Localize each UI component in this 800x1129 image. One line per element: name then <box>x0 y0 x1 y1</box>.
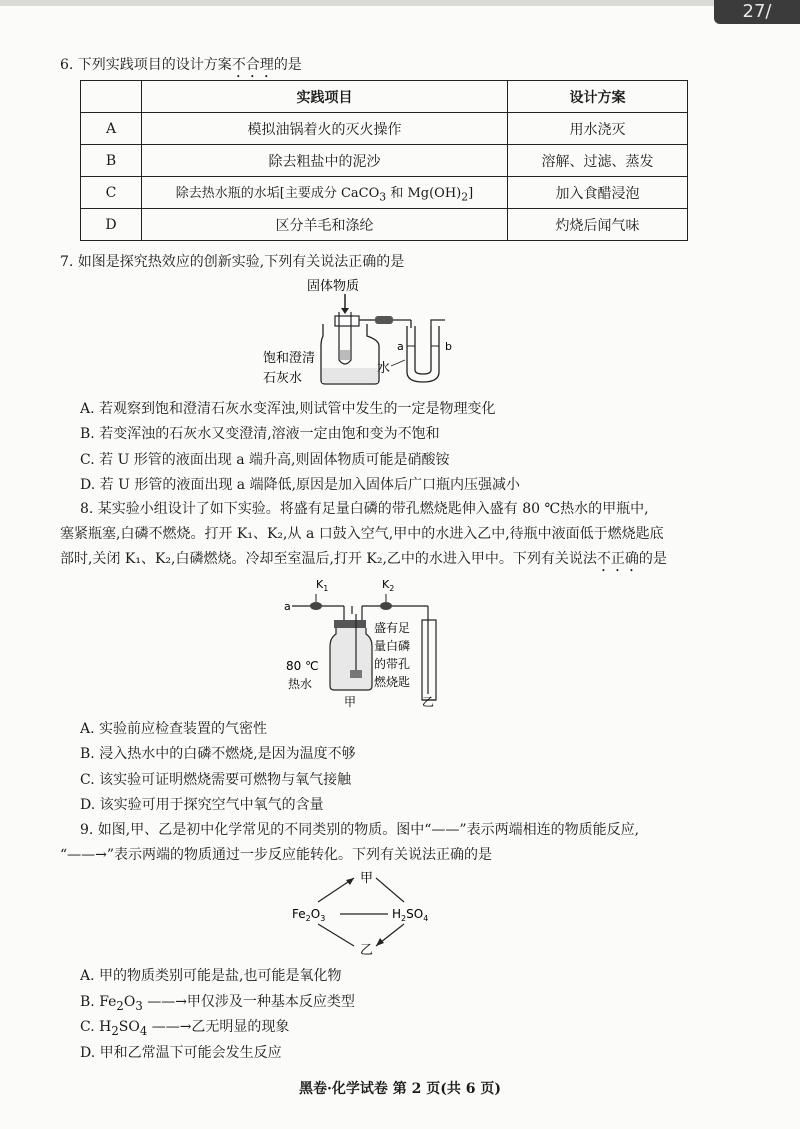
q9-option-b: B. $Fe_2O_3$ ——→甲仅涉及一种基本反应类型 <box>80 994 355 1013</box>
table-header-row <box>81 81 688 113</box>
table-row <box>81 145 688 177</box>
q7-stem: 7. 如图是探究热效应的创新实验,下列有关说法正确的是 <box>60 254 405 270</box>
table-row <box>81 209 688 241</box>
q7-option-c: C. 若 U 形管的液面出现 a 端升高,则固体物质可能是硝酸铵 <box>80 452 450 468</box>
q8-line-3: 部时,关闭 K₁、K₂,白磷燃烧。冷却至室温后,打开 K₂,乙中的水进入甲中。下列有关说法不正确的是 <box>60 551 667 567</box>
row-plan: 溶解、过滤、蒸发 <box>508 145 688 177</box>
page-top-edge <box>0 0 720 6</box>
q8-apparatus-figure <box>278 574 458 708</box>
row-label: B <box>81 145 142 177</box>
table-header-cell: 设计方案 <box>508 81 688 113</box>
spoon-label-2: 量白磷 <box>374 639 411 653</box>
q7-option-b: B. 若变浑浊的石灰水又变澄清,溶液一定由饱和变为不饱和 <box>80 426 440 442</box>
row-project: 除去粗盐中的泥沙 <box>142 145 508 177</box>
spoon-label-3: 的带孔 <box>374 657 411 671</box>
table-row <box>81 177 688 209</box>
u-label-a: a <box>397 340 404 353</box>
row-label: C <box>81 177 142 209</box>
row-plan: 灼烧后闻气味 <box>508 209 688 241</box>
table-header-cell <box>81 81 142 113</box>
cylinder-yi-label: 乙 <box>422 695 435 708</box>
q8-line-2: 塞紧瓶塞,白磷不燃烧。打开 K₁、K₂,从 a 口鼓入空气,甲中的水进入乙中,待瓶中液面低于燃烧匙底 <box>60 526 664 542</box>
q8-option-c: C. 该实验可证明燃烧需要可燃物与氧气接触 <box>80 772 352 788</box>
row-label: D <box>81 209 142 241</box>
q9-option-d: D. 甲和乙常温下可能会发生反应 <box>80 1045 282 1061</box>
row-plan: 加入食醋浸泡 <box>508 177 688 209</box>
q9-line-1: 9. 如图,甲、乙是初中化学常见的不同类别的物质。图中“——”表示两端相连的物质能反应, <box>80 822 640 838</box>
lime-water-label-1: 饱和澄清 <box>263 351 316 366</box>
u-label-b: b <box>445 340 452 353</box>
table-row <box>81 113 688 145</box>
reaction-line-fe-yi <box>318 924 354 946</box>
q8-option-a: A. 实验前应检查装置的气密性 <box>80 721 268 737</box>
reaction-line-jia-h2so4 <box>376 878 404 902</box>
q8-option-d: D. 该实验可用于探究空气中氧气的含量 <box>80 797 324 813</box>
q8-emphasis: 不正确 <box>596 551 639 567</box>
q6-emphasis: 不合理 <box>231 57 274 73</box>
table-header-cell: 实践项目 <box>142 81 508 113</box>
page-footer: 黑卷·化学试卷 第 2 页(共 6 页) <box>299 1081 501 1097</box>
q8-stem <box>60 497 692 575</box>
q7-option-d: D. 若 U 形管的液面出现 a 端降低,原因是加入固体后广口瓶内压强减小 <box>80 477 521 493</box>
q6-stem: 6. 下列实践项目的设计方案不合理的是 <box>60 57 302 73</box>
q9-option-a: A. 甲的物质类别可能是盐,也可能是氧化物 <box>80 968 342 984</box>
q9-stem <box>60 818 692 868</box>
node-jia: 甲 <box>360 871 374 886</box>
k1-label: $K_1$ <box>316 578 329 593</box>
page-counter: 27/ <box>714 0 800 24</box>
row-project: 区分羊毛和涤纶 <box>142 209 508 241</box>
q7-option-a: A. 若观察到饱和澄清石灰水变浑浊,则试管中发生的一定是物理变化 <box>80 401 496 417</box>
inlet-a-label: a <box>284 600 291 613</box>
node-yi: 乙 <box>360 943 374 958</box>
q9-relation-diagram <box>288 868 448 958</box>
row-plan: 用水浇灭 <box>508 113 688 145</box>
q8-line-1: 8. 某实验小组设计了如下实验。将盛有足量白磷的带孔燃烧匙伸入盛有 80 ℃热水的甲瓶中, <box>80 501 649 517</box>
water-label: 水 <box>377 361 391 376</box>
node-h2so4: $H_2SO_4$ <box>392 907 429 923</box>
row-project: 模拟油锅着火的灭火操作 <box>142 113 508 145</box>
spoon-label-4: 燃烧匙 <box>374 675 411 689</box>
q6-table <box>80 80 688 241</box>
q8-option-b: B. 浸入热水中的白磷不燃烧,是因为温度不够 <box>80 746 356 762</box>
lime-water-label-2: 石灰水 <box>263 371 303 386</box>
solid-label: 固体物质 <box>307 279 360 294</box>
q7-apparatus-figure <box>255 276 475 388</box>
flask-jia-label: 甲 <box>344 695 357 708</box>
q9-option-c: C. $H_2SO_4$ ——→乙无明显的现象 <box>80 1019 290 1038</box>
k2-label: $K_2$ <box>382 578 395 593</box>
row-label: A <box>81 113 142 145</box>
node-fe2o3: $Fe_2O_3$ <box>292 907 326 923</box>
hot-water-label-2: 热水 <box>288 677 313 691</box>
q9-line-2: “——→”表示两端的物质通过一步反应能转化。下列有关说法正确的是 <box>60 847 493 863</box>
row-project: 除去热水瓶的水垢[主要成分 CaCO$_3$ 和 $Mg(OH)_2$] <box>142 177 508 209</box>
hot-water-label-1: 80 ℃ <box>286 659 319 673</box>
spoon-label-1: 盛有足 <box>374 621 411 635</box>
